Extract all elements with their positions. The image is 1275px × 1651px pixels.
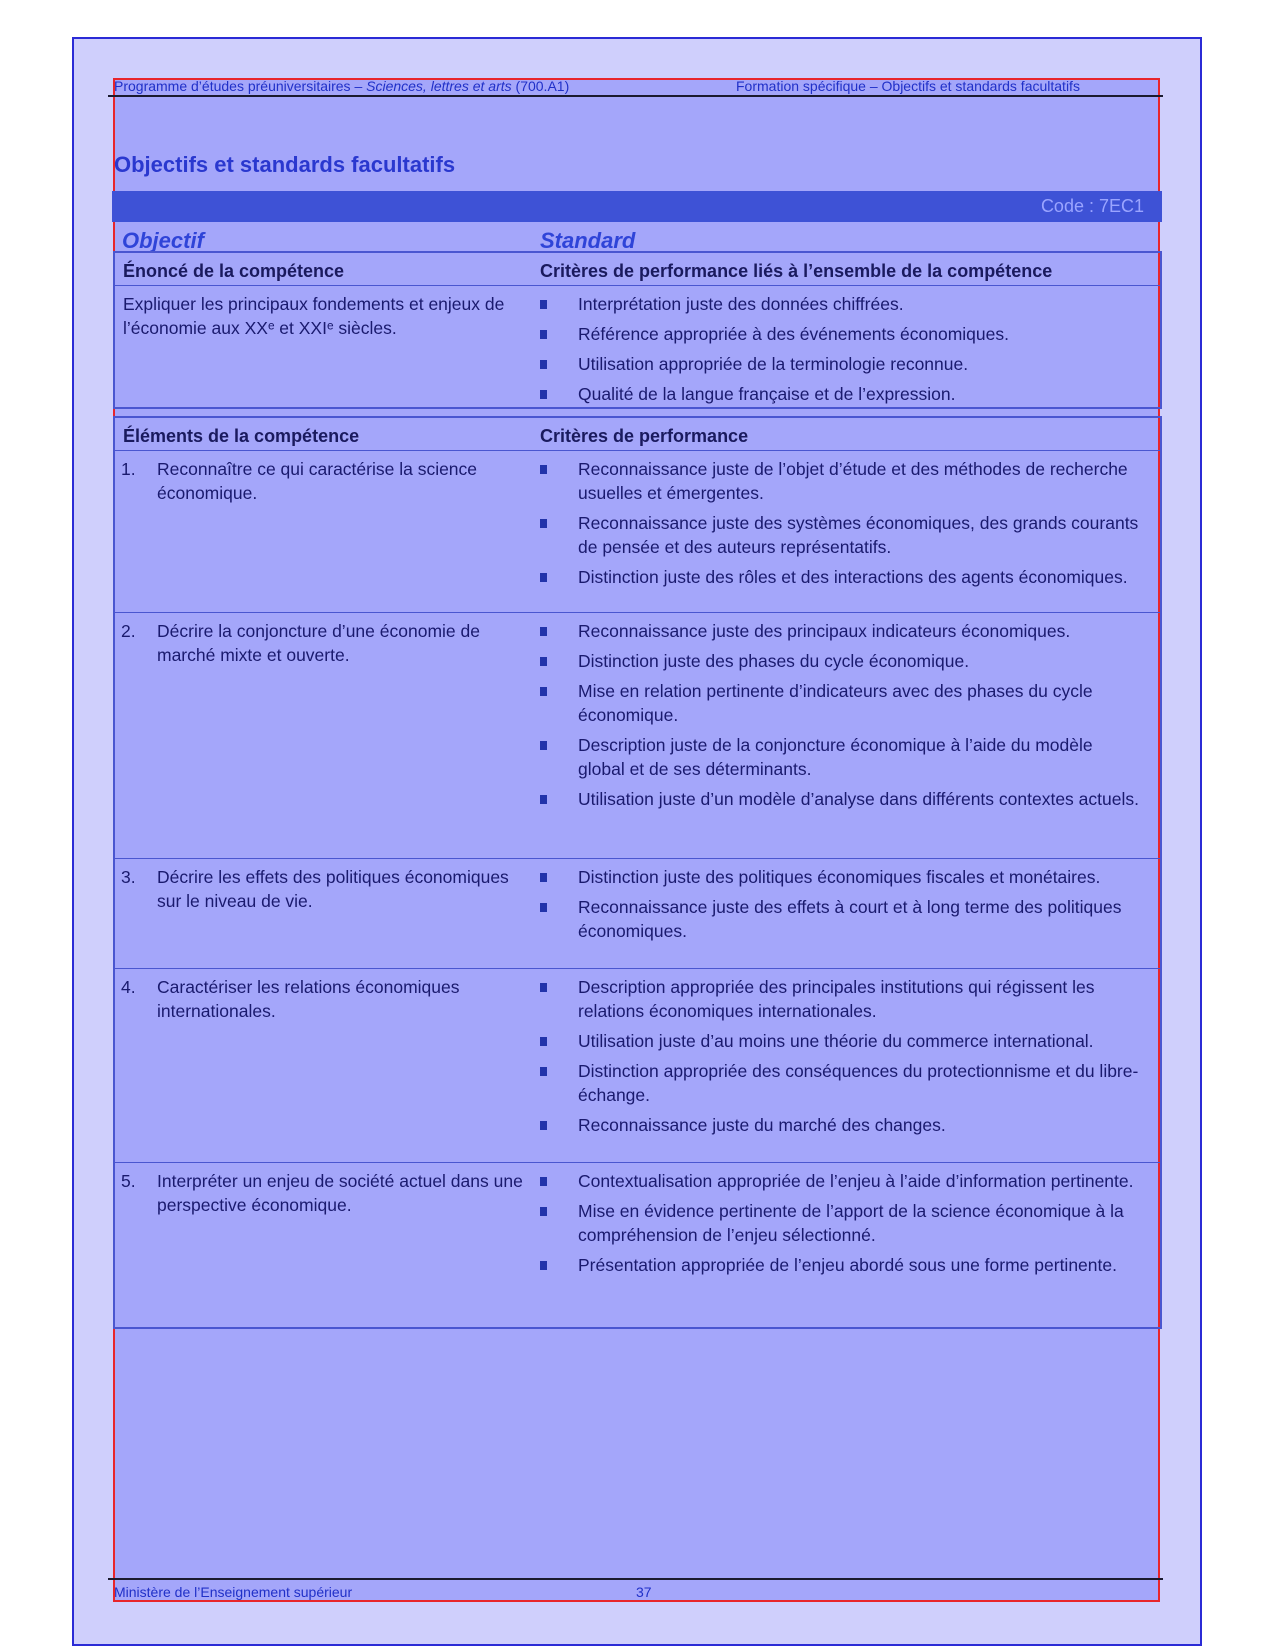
criterion-item: Contextualisation appropriée de l’enjeu à l’aide d’information pertinente. bbox=[540, 1169, 1140, 1193]
bullet-icon bbox=[540, 983, 547, 992]
code-bar bbox=[112, 191, 1162, 222]
bullet-icon bbox=[540, 1261, 547, 1270]
bullet-icon bbox=[540, 657, 547, 666]
running-header-left: Programme d’études préuniversitaires – Sciences, lettres et arts (700.A1) bbox=[114, 78, 570, 94]
criterion-item: Présentation appropriée de l’enjeu abordé sous une forme pertinente. bbox=[540, 1253, 1140, 1277]
criterion-item: Distinction juste des phases du cycle économique. bbox=[540, 649, 1140, 673]
criterion-item: Reconnaissance juste des principaux indicateurs économiques. bbox=[540, 619, 1140, 643]
element-number: 2. bbox=[121, 621, 136, 641]
bullet-icon bbox=[540, 1037, 547, 1046]
bullet-icon bbox=[540, 1067, 547, 1076]
running-header-right: Formation spécifique – Objectifs et standards facultatifs bbox=[736, 78, 1080, 94]
element-criteria-list bbox=[540, 975, 1140, 1143]
element-criteria-list bbox=[540, 865, 1140, 949]
bullet-icon bbox=[540, 390, 547, 399]
element-number: 5. bbox=[121, 1171, 136, 1191]
footer-rule bbox=[108, 1578, 1163, 1580]
criterion-item: Reconnaissance juste des systèmes économiques, des grands courants de pensée et des auteurs représentatifs. bbox=[540, 511, 1140, 559]
bullet-icon bbox=[540, 1121, 547, 1130]
criterion-item: Utilisation juste d’un modèle d’analyse dans différents contextes actuels. bbox=[540, 787, 1140, 811]
criterion-item: Reconnaissance juste des effets à court et à long terme des politiques économiques. bbox=[540, 895, 1140, 943]
column-objectif: Objectif bbox=[122, 228, 204, 253]
bullet-icon bbox=[540, 360, 547, 369]
bullet-icon bbox=[540, 1177, 547, 1186]
elements-table bbox=[113, 416, 1162, 1329]
bullet-icon bbox=[540, 627, 547, 636]
enonce-criteria-list bbox=[540, 292, 1140, 412]
element-text: Décrire les effets des politiques économiques sur le niveau de vie. bbox=[157, 867, 509, 911]
criterion-item: Reconnaissance juste de l’objet d’étude et des méthodes de recherche usuelles et émergentes. bbox=[540, 457, 1140, 505]
bullet-icon bbox=[540, 519, 547, 528]
bullet-icon bbox=[540, 687, 547, 696]
bullet-icon bbox=[540, 795, 547, 804]
page-title: Objectifs et standards facultatifs bbox=[114, 152, 456, 177]
element-number: 4. bbox=[121, 977, 136, 997]
header-rule bbox=[108, 95, 1163, 97]
criterion-item: Référence appropriée à des événements économiques. bbox=[540, 322, 1140, 346]
criterion-item: Interprétation juste des données chiffrées. bbox=[540, 292, 1140, 316]
enonce-criteria-heading: Critères de performance liés à l’ensemble de la compétence bbox=[540, 261, 1053, 281]
criterion-item: Qualité de la langue française et de l’expression. bbox=[540, 382, 1140, 406]
enonce-row bbox=[115, 285, 1160, 408]
element-text: Interpréter un enjeu de société actuel dans une perspective économique. bbox=[157, 1171, 523, 1215]
criterion-item: Description juste de la conjoncture économique à l’aide du modèle global et de ses déterminants. bbox=[540, 733, 1140, 781]
footer-ministry: Ministère de l’Enseignement supérieur bbox=[114, 1584, 353, 1600]
criterion-item: Utilisation appropriée de la terminologie reconnue. bbox=[540, 352, 1140, 376]
elements-criteria-heading: Critères de performance bbox=[540, 426, 749, 446]
element-number: 1. bbox=[121, 459, 136, 479]
element-text: Caractériser les relations économiques internationales. bbox=[157, 977, 460, 1021]
bullet-icon bbox=[540, 1207, 547, 1216]
element-criteria-list bbox=[540, 619, 1140, 817]
element-criteria-list bbox=[540, 1169, 1140, 1283]
element-criteria-list bbox=[540, 457, 1140, 595]
enonce-heading: Énoncé de la compétence bbox=[123, 261, 345, 281]
elements-heading: Éléments de la compétence bbox=[123, 426, 360, 446]
criterion-item: Description appropriée des principales institutions qui régissent les relations économiques internationales. bbox=[540, 975, 1140, 1023]
page-number: 37 bbox=[636, 1584, 652, 1600]
bullet-icon bbox=[540, 300, 547, 309]
criterion-item: Distinction juste des politiques économiques fiscales et monétaires. bbox=[540, 865, 1140, 889]
competence-statement: Expliquer les principaux fondements et enjeux de l’économie aux XXᵉ et XXIᵉ siècles. bbox=[123, 294, 505, 338]
element-text: Décrire la conjoncture d’une économie de marché mixte et ouverte. bbox=[157, 621, 480, 665]
criterion-item: Mise en évidence pertinente de l’apport de la science économique à la compréhension de l’enjeu sélectionné. bbox=[540, 1199, 1140, 1247]
bullet-icon bbox=[540, 573, 547, 582]
element-row bbox=[115, 450, 1160, 613]
bullet-icon bbox=[540, 741, 547, 750]
criterion-item: Mise en relation pertinente d’indicateurs avec des phases du cycle économique. bbox=[540, 679, 1140, 727]
bullet-icon bbox=[540, 873, 547, 882]
element-row bbox=[115, 1162, 1160, 1328]
element-row bbox=[115, 968, 1160, 1163]
criterion-item: Reconnaissance juste du marché des changes. bbox=[540, 1113, 1140, 1137]
element-number: 3. bbox=[121, 867, 136, 887]
bullet-icon bbox=[540, 465, 547, 474]
element-row bbox=[115, 612, 1160, 859]
enonce-table bbox=[113, 251, 1162, 409]
code-label: Code : 7EC1 bbox=[1040, 196, 1144, 216]
element-text: Reconnaître ce qui caractérise la science économique. bbox=[157, 459, 478, 503]
criterion-item: Distinction juste des rôles et des interactions des agents économiques. bbox=[540, 565, 1140, 589]
bullet-icon bbox=[540, 330, 547, 339]
criterion-item: Utilisation juste d’au moins une théorie du commerce international. bbox=[540, 1029, 1140, 1053]
column-standard: Standard bbox=[540, 228, 636, 253]
bullet-icon bbox=[540, 903, 547, 912]
criterion-item: Distinction appropriée des conséquences du protectionnisme et du libre-échange. bbox=[540, 1059, 1140, 1107]
element-row bbox=[115, 858, 1160, 969]
